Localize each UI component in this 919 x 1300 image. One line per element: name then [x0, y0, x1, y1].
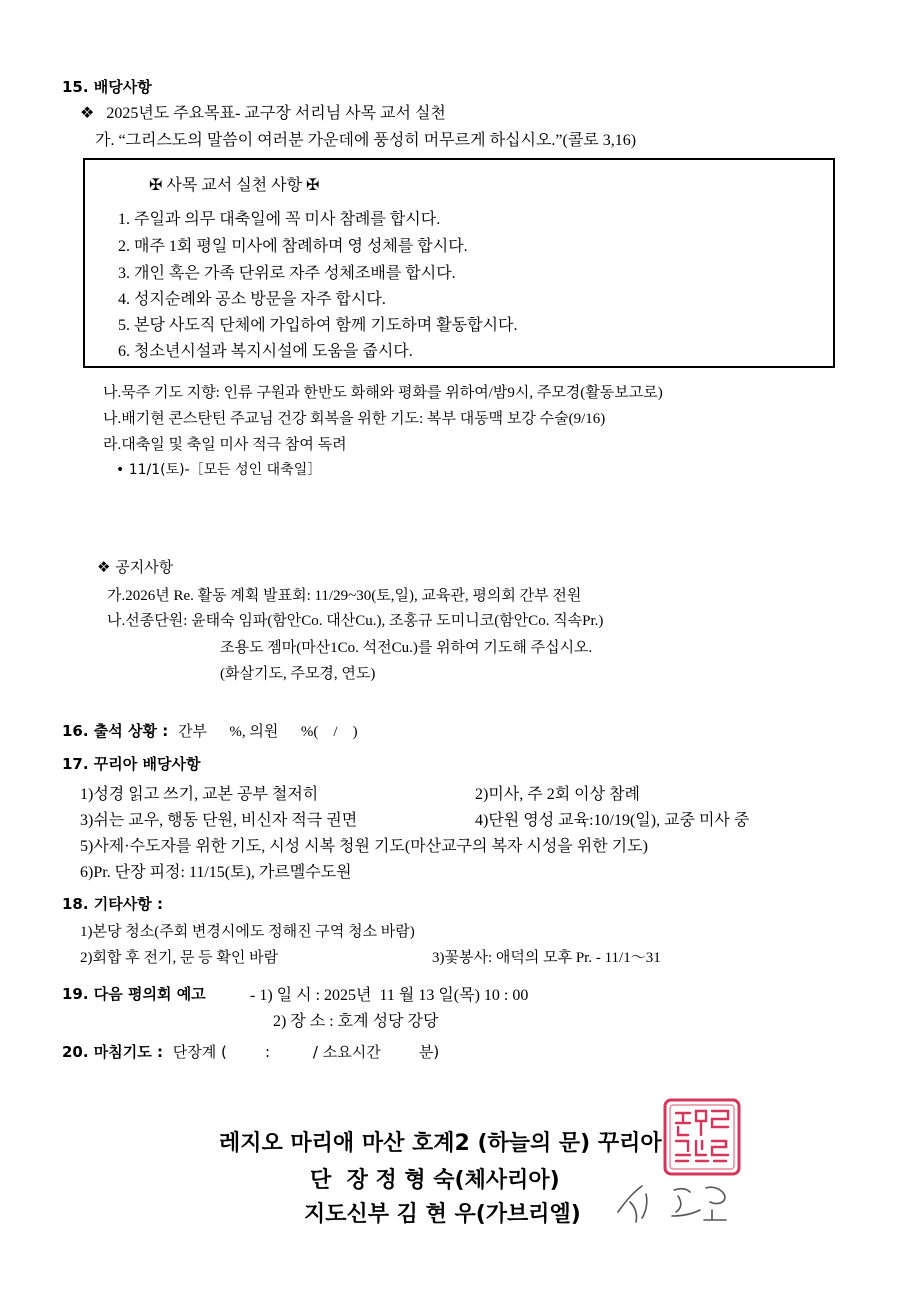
closing-prayer-line	[62, 1041, 439, 1062]
goal-line	[80, 100, 446, 123]
box-item: 3. 개인 혹은 가족 단위로 자주 성체조배를 합시다.	[118, 265, 456, 282]
curia-name: 레지오 마리애 마산 호계2 (하늘의 문) 꾸리아	[219, 1131, 662, 1156]
goal-text: 2025년도 주요목표- 교구장 서리님 사목 교서 실천	[106, 105, 446, 122]
section-17-heading: 17. 꾸리아 배당사항	[62, 755, 201, 773]
signature	[612, 1172, 742, 1230]
etc-item: 1)본당 청소(주회 변경시에도 정해진 구역 청소 바람)	[80, 924, 415, 940]
box-item: 2. 매주 1회 평일 미사에 참례하며 영 성체를 합시다.	[118, 238, 468, 255]
etc-item: 2)회합 후 전기, 문 등 확인 바람	[80, 950, 279, 966]
notice-deceased-3: (화살기도, 주모경, 연도)	[220, 666, 376, 682]
curia-item: 6)Pr. 단장 피정: 11/15(토), 가르멜수도원	[80, 864, 352, 881]
meeting-datetime: - 1) 일 시 : 2025년 11 월 13 일(목) 10 : 00	[250, 987, 529, 1004]
box-item: 5. 본당 사도직 단체에 가입하여 함께 기도하며 활동합시다.	[118, 317, 518, 334]
etc-item: 3)꽃봉사: 애덕의 모후 Pr. - 11/1～31	[432, 950, 661, 966]
attendance-line	[62, 720, 358, 741]
section-20-heading: 20. 마침기도 :	[62, 1043, 163, 1061]
section-18-heading: 18. 기타사항 :	[62, 895, 163, 913]
curia-item: 4)단원 영성 교육:10/19(일), 교중 미사 중	[475, 812, 750, 829]
attendance-text: 간부 %, 의원 %( / )	[177, 724, 358, 740]
section-15-heading: 15. 배당사항	[62, 78, 152, 96]
scripture-verse: 가. “그리스도의 말씀이 여러분 가운데에 풍성히 머무르게 하십시오.”(콜로 3,16)	[95, 132, 637, 149]
curia-item: 1)성경 읽고 쓰기, 교본 공부 철저히	[80, 786, 319, 803]
closing-prayer-text: 단장계 ( : / 소요시간 분)	[172, 1043, 440, 1061]
box-item: 4. 성지순례와 공소 방문을 자주 합시다.	[118, 291, 386, 308]
pastoral-letter-box	[83, 158, 835, 368]
section-19-heading: 19. 다음 평의회 예고	[62, 985, 206, 1003]
curia-item: 2)미사, 주 2회 이상 참례	[475, 786, 640, 803]
feast-encouragement: 라.대축일 및 축일 미사 적극 참여 독려	[103, 437, 347, 453]
diamond-bullet-icon: ❖	[80, 103, 95, 122]
notice-deceased-1: 나.선종단원: 윤태숙 임파(함안Co. 대산Cu.), 조홍규 도미니코(함안Co. 직속Pr.)	[107, 613, 604, 629]
curia-leader: 단 장 정 형 숙(체사리아)	[310, 1168, 560, 1193]
feast-date: • 11/1(토)-［모든 성인 대축일］	[116, 462, 322, 478]
box-item: 6. 청소년시설과 복지시설에 도움을 줍시다.	[118, 343, 413, 360]
notice-deceased-2: 조용도 젬마(마산1Co. 석전Cu.)를 위하여 기도해 주십시오.	[220, 640, 593, 656]
seal-stamp	[662, 1097, 742, 1177]
box-item: 1. 주일과 의무 대축일에 꼭 미사 참례를 합시다.	[118, 211, 441, 228]
curia-item: 5)사제·수도자를 위한 기도, 시성 시복 청원 기도(마산교구의 복자 시성을 위한 기도)	[80, 838, 648, 855]
bishop-prayer: 나.배기현 콘스탄틴 주교님 건강 회복을 위한 기도: 복부 대동맥 보강 수술(9/16)	[103, 411, 606, 427]
notice-plan: 가.2026년 Re. 활동 계획 발표회: 11/29~30(토,일), 교육관, 평의회 간부 전원	[107, 588, 582, 604]
spiritual-director: 지도신부 김 현 우(가브리엘)	[304, 1202, 581, 1227]
curia-item: 3)쉬는 교우, 행동 단원, 비신자 적극 권면	[80, 812, 358, 829]
notice-heading: ❖ 공지사항	[97, 558, 174, 576]
box-title: ✠ 사목 교서 실천 사항 ✠	[149, 177, 320, 194]
meeting-place: 2) 장 소 : 호계 성당 강당	[273, 1013, 439, 1030]
rosary-intention: 나.묵주 기도 지향: 인류 구원과 한반도 화해와 평화를 위하여/밤9시, 주모경(활동보고로)	[103, 385, 663, 401]
section-16-heading: 16. 출석 상황 :	[62, 722, 169, 740]
